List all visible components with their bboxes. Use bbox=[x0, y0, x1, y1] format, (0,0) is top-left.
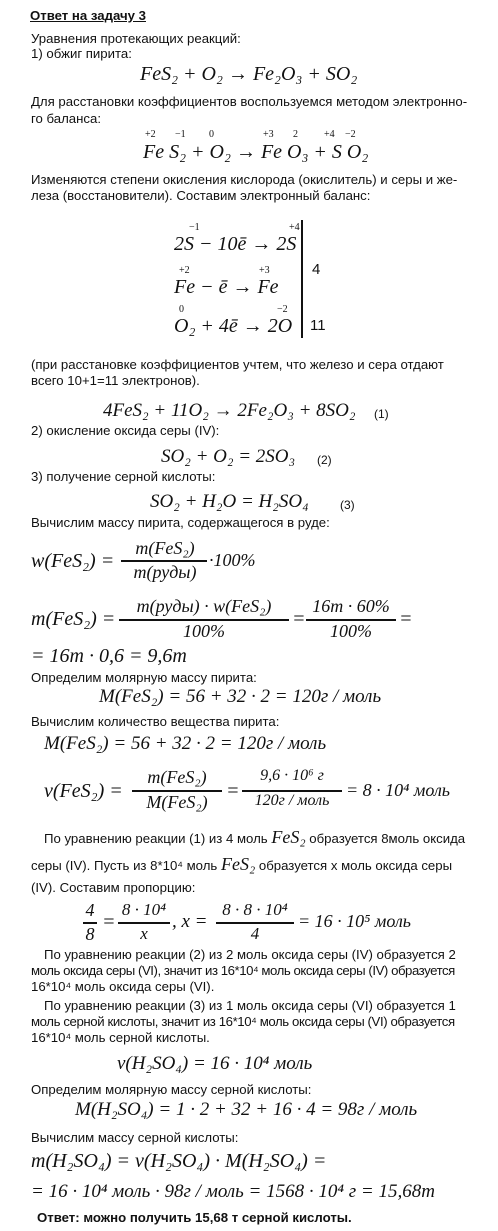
oxidation-state: 0 bbox=[179, 304, 184, 315]
formula-line: ν(H₂SO₄) = 16 · 10⁴ моль bbox=[117, 1053, 313, 1074]
oxidation-state: −1 bbox=[189, 222, 200, 233]
oxidation-state: +4 bbox=[289, 222, 300, 233]
formula-tail: = 16 · 10⁵ моль bbox=[298, 911, 411, 931]
fraction-numerator: 16т · 60% bbox=[312, 596, 390, 616]
equation-number: (2) bbox=[317, 453, 332, 467]
oxidation-state: +3 bbox=[259, 265, 270, 276]
text-line: Определим молярную массу серной кислоты: bbox=[31, 1082, 312, 1097]
text-line: По уравнению реакции (3) из 1 моль оксида серы (VI) образуется 1 bbox=[44, 998, 456, 1013]
balance-coefficient: 11 bbox=[310, 317, 326, 334]
fraction-denominator: x bbox=[140, 924, 148, 943]
text-line: Изменяются степени окисления кислорода (окислитель) и серы и же- bbox=[31, 172, 458, 187]
text-span: образуется х моль оксида серы bbox=[258, 858, 453, 873]
equation: FeS₂ + O₂ → Fe₂O₃ + SO₂ bbox=[140, 63, 358, 85]
formula-line: = 16 · 10⁴ моль · 98г / моль = 1568 · 10⁴ г = 15,68т bbox=[31, 1181, 435, 1202]
oxidation-state: −1 bbox=[175, 129, 186, 140]
formula-text: , x = bbox=[172, 911, 208, 932]
text-line: леза (восстановители). Составим электронный баланс: bbox=[31, 188, 371, 203]
equals-sign: = bbox=[292, 608, 306, 630]
text-line: 16*10⁴ моль серной кислоты. bbox=[31, 1030, 210, 1045]
equals-sign: = bbox=[102, 911, 116, 933]
fraction-denominator: 100% bbox=[183, 621, 225, 641]
text-span: образуется 8моль оксида bbox=[309, 831, 466, 846]
equals-sign: = bbox=[226, 780, 240, 802]
text-line: Для расстановки коэффициентов воспользуемся методом электронно- bbox=[31, 94, 468, 109]
text-line: всего 10+1=11 электронов). bbox=[31, 373, 200, 388]
text-line: 1) обжиг пирита: bbox=[31, 46, 132, 61]
fraction-numerator: m(FeS₂) bbox=[135, 538, 195, 558]
oxidation-state: +4 bbox=[324, 129, 335, 140]
formula-left: m(FeS₂) = bbox=[31, 608, 116, 630]
formula-line: M(FeS₂) = 56 + 32 · 2 = 120г / моль bbox=[44, 733, 327, 754]
text-line: го баланса: bbox=[31, 111, 102, 126]
formula-tail: ·100% bbox=[209, 550, 256, 570]
text-line: (IV). Составим пропорцию: bbox=[31, 880, 196, 895]
fraction-numerator: 9,6 · 10⁶ г bbox=[260, 767, 324, 784]
fraction-denominator: 100% bbox=[330, 621, 372, 641]
text-span: По уравнению реакции (1) из 4 моль bbox=[44, 831, 268, 846]
fraction-numerator: m(руды) · w(FeS₂) bbox=[136, 596, 272, 616]
text-line: Вычислим массу пирита, содержащегося в руде: bbox=[31, 515, 330, 530]
fraction-denominator: M(FeS₂) bbox=[146, 792, 208, 812]
balance-row: 2S − 10ē → 2S bbox=[174, 233, 297, 255]
text-line: 3) получение серной кислоты: bbox=[31, 469, 216, 484]
text-line: (при расстановке коэффициентов учтем, что железо и сера отдают bbox=[31, 357, 444, 372]
formula-line: M(H₂SO₄) = 1 · 2 + 32 + 16 · 4 = 98г / моль bbox=[75, 1099, 418, 1120]
fraction-denominator: 4 bbox=[250, 924, 260, 943]
formula-left: w(FeS₂) = bbox=[31, 550, 115, 572]
text-line: 2) окисление оксида серы (IV): bbox=[31, 423, 220, 438]
text-line: По уравнению реакции (2) из 2 моль оксида серы (IV) образуется 2 bbox=[44, 947, 456, 962]
balance-row: Fe − ē → Fe bbox=[174, 276, 279, 298]
oxidation-state: −2 bbox=[345, 129, 356, 140]
text-line: моль серной кислоты, значит из 16*10⁴ моль оксида серы (VI) образуется bbox=[31, 1014, 455, 1029]
balance-coefficient: 4 bbox=[312, 261, 321, 278]
inline-formula: FeS₂ bbox=[271, 827, 306, 847]
equation: SO₂ + H₂O = H₂SO₄ bbox=[150, 491, 309, 512]
text-line bbox=[31, 856, 452, 874]
equation: 4FeS₂ + 11O₂ → 2Fe₂O₃ + 8SO₂ bbox=[103, 400, 356, 421]
text-line: Уравнения протекающих реакций: bbox=[31, 31, 241, 46]
formula-line: M(FeS₂) = 56 + 32 · 2 = 120г / моль bbox=[99, 686, 382, 707]
formula-left: ν(FeS₂) = bbox=[44, 780, 123, 802]
equals-sign: = bbox=[399, 608, 413, 630]
fraction-denominator: 8 bbox=[85, 924, 95, 944]
equation-oxidation-states: Fe S₂ + O₂ → Fe O₃ + S O₂ bbox=[143, 141, 369, 163]
balance-divider bbox=[301, 220, 303, 338]
balance-row: O₂ + 4ē → 2O bbox=[174, 315, 293, 337]
fraction-numerator: 8 · 10⁴ bbox=[121, 900, 167, 919]
fraction-denominator: m(руды) bbox=[133, 562, 197, 582]
formula-tail: = 8 · 10⁴ моль bbox=[346, 780, 450, 800]
formula-line: = 16т · 0,6 = 9,6т bbox=[31, 645, 187, 667]
oxidation-state: −2 bbox=[277, 304, 288, 315]
text-line: Определим молярную массу пирита: bbox=[31, 670, 257, 685]
oxidation-state: 0 bbox=[209, 129, 214, 140]
fraction-numerator: m(FeS₂) bbox=[147, 767, 207, 787]
equation-number: (3) bbox=[340, 498, 355, 512]
fraction-denominator: 120г / моль bbox=[254, 792, 330, 809]
page-title: Ответ на задачу 3 bbox=[30, 8, 146, 23]
inline-formula: FeS₂ bbox=[220, 854, 256, 874]
oxidation-state: 2 bbox=[293, 129, 298, 140]
equation-number: (1) bbox=[374, 407, 389, 421]
oxidation-state: +2 bbox=[179, 265, 190, 276]
text-line: Вычислим массу серной кислоты: bbox=[31, 1130, 239, 1145]
fraction-numerator: 8 · 8 · 10⁴ bbox=[222, 900, 288, 919]
text-line bbox=[44, 829, 465, 847]
text-span: серы (IV). Пусть из 8*10⁴ моль bbox=[31, 858, 218, 873]
equation: SO₂ + O₂ = 2SO₃ bbox=[161, 446, 296, 467]
answer-line: Ответ: можно получить 15,68 т серной кислоты. bbox=[37, 1210, 352, 1225]
fraction-numerator: 4 bbox=[85, 900, 95, 920]
text-line: Вычислим количество вещества пирита: bbox=[31, 714, 280, 729]
text-line: 16*10⁴ моль оксида серы (VI). bbox=[31, 979, 215, 994]
formula-line: m(H₂SO₄) = ν(H₂SO₄) · M(H₂SO₄) = bbox=[31, 1150, 327, 1172]
oxidation-state: +2 bbox=[145, 129, 156, 140]
oxidation-state: +3 bbox=[263, 129, 274, 140]
text-line: моль оксида серы (VI), значит из 16*10⁴ моль оксида серы (IV) образуется bbox=[31, 963, 455, 978]
